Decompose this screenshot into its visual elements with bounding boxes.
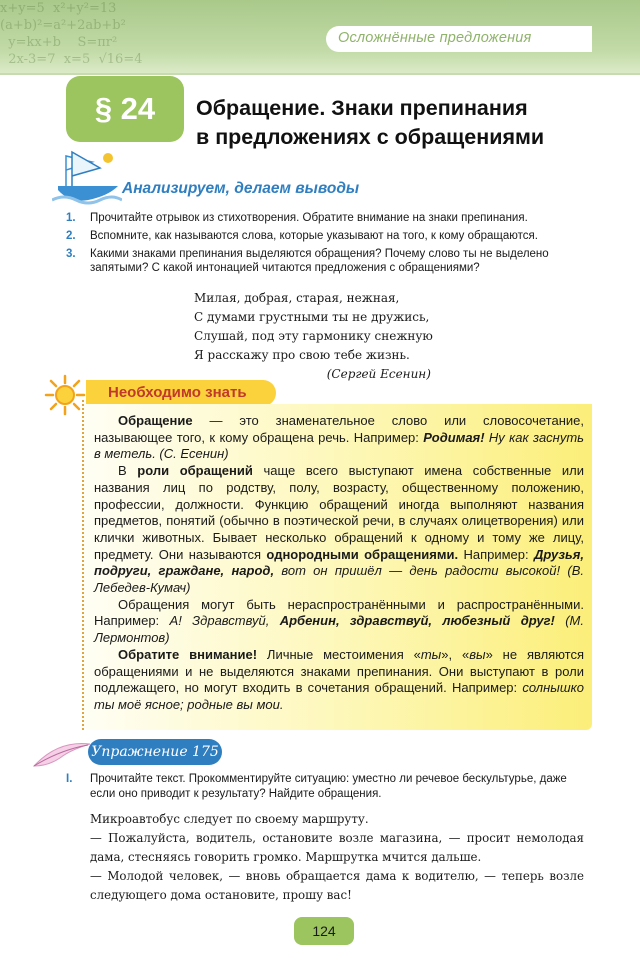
header-rule <box>0 73 640 75</box>
poem-line: С думами грустными ты не дружись, <box>194 310 430 324</box>
task-number: 1. <box>66 212 76 224</box>
section-title <box>196 94 616 152</box>
task-text: Прочитайте текст. Прокомментируйте ситуацию: уместно ли речевое бескультурье, даже если оно приводит к результату? Найдите обращения. <box>90 773 567 800</box>
task-text: Какими знаками препинания выделяются обращения? Почему слово ты не выделено запятыми? С какой интонацией читаются предложения с обращениями? <box>90 248 549 274</box>
poem-line: Я расскажу про свою тебе жизнь. <box>194 348 410 362</box>
poem-line: Милая, добрая, старая, нежная, <box>194 291 400 305</box>
list-item <box>66 247 596 275</box>
poem <box>194 289 433 384</box>
task-number: 3. <box>66 248 76 260</box>
section-title-line2: в предложениях с обращениями <box>196 125 545 149</box>
exercise-task <box>66 772 592 802</box>
analyze-task-list <box>66 211 596 279</box>
poem-line: Слушай, под эту гармонику снежную <box>194 329 433 343</box>
exercise-tag: Упражнение 175 <box>88 739 222 765</box>
rule-paragraph: Обратите внимание! Личные местоимения «ты», «вы» не являются обращениями и не выделяются знаками препинания. Они выступают в роли подлежащего, но могут входить в сочетания обращений. Например: солнышко ты моё ясное; родные вы мои. <box>94 646 585 712</box>
exercise-story <box>90 810 584 905</box>
feather-icon <box>30 736 94 772</box>
section-number-badge: § 24 <box>66 76 184 142</box>
task-number: I. <box>66 773 73 785</box>
list-item <box>66 211 596 225</box>
task-text: Вспомните, как называются слова, которые указывают на того, к кому обращаются. <box>90 230 538 242</box>
story-paragraph: — Молодой человек, — вновь обращается дама к водителю, — теперь возле следующего дома остановите, прошу вас! <box>90 869 584 902</box>
page-number: 124 <box>294 917 354 945</box>
ship-icon <box>52 146 122 210</box>
chapter-title: Осложнённые предложения <box>338 30 532 46</box>
analyze-heading: Анализируем, делаем выводы <box>122 180 360 197</box>
story-paragraph: — Пожалуйста, водитель, остановите возле магазина, — просит немолодая дама, стесняясь говорить громко. Маршрутка мчится дальше. <box>90 831 584 864</box>
rule-paragraph: В роли обращений чаще всего выступают имена собственные или названия лиц по родству, полу, возрасту, общественному положению, профессии, должности. Функцию обращений иногда выполняют названия предметов, понятий (обычно в поэтической речи, в случаях олицетворения) или клички животных. Бывает несколько обращений к одному и тому же лицу, предмету. Они называются однородными обращениями. Например: Друзья, подруги, граждане, народ, вот он пришёл — день радости высокой! (В. Лебедев-Кумач) <box>94 463 584 596</box>
section-title-line1: Обращение. Знаки препинания <box>196 96 528 120</box>
must-know-tag: Необходимо знать <box>86 380 276 406</box>
list-item <box>66 229 596 243</box>
story-paragraph: Микроавтобус следует по своему маршруту. <box>90 812 369 826</box>
sun-icon <box>44 374 86 416</box>
background-formula-pattern: x+y=5 x²+y²=13 (a+b)²=a²+2ab+b² y=kx+b S=πr² 2x-3=7 x=5 √16=4 <box>0 1 143 67</box>
task-number: 2. <box>66 230 76 242</box>
poem-author: (Сергей Есенин) <box>326 367 431 381</box>
task-text: Прочитайте отрывок из стихотворения. Обратите внимание на знаки препинания. <box>90 212 528 224</box>
rule-paragraph: Обращение — это знаменательное слово или словосочетание, называющее того, к кому обращена речь. Например: Родимая! Ну как заснуть в метель. (С. Есенин) <box>94 413 584 462</box>
rule-paragraph: Обращения могут быть нераспространёнными и распространёнными. Например: А! Здравствуй, Арбенин, здравствуй, любезный друг! (М. Лермонтов) <box>94 596 584 646</box>
must-know-text <box>94 413 584 714</box>
